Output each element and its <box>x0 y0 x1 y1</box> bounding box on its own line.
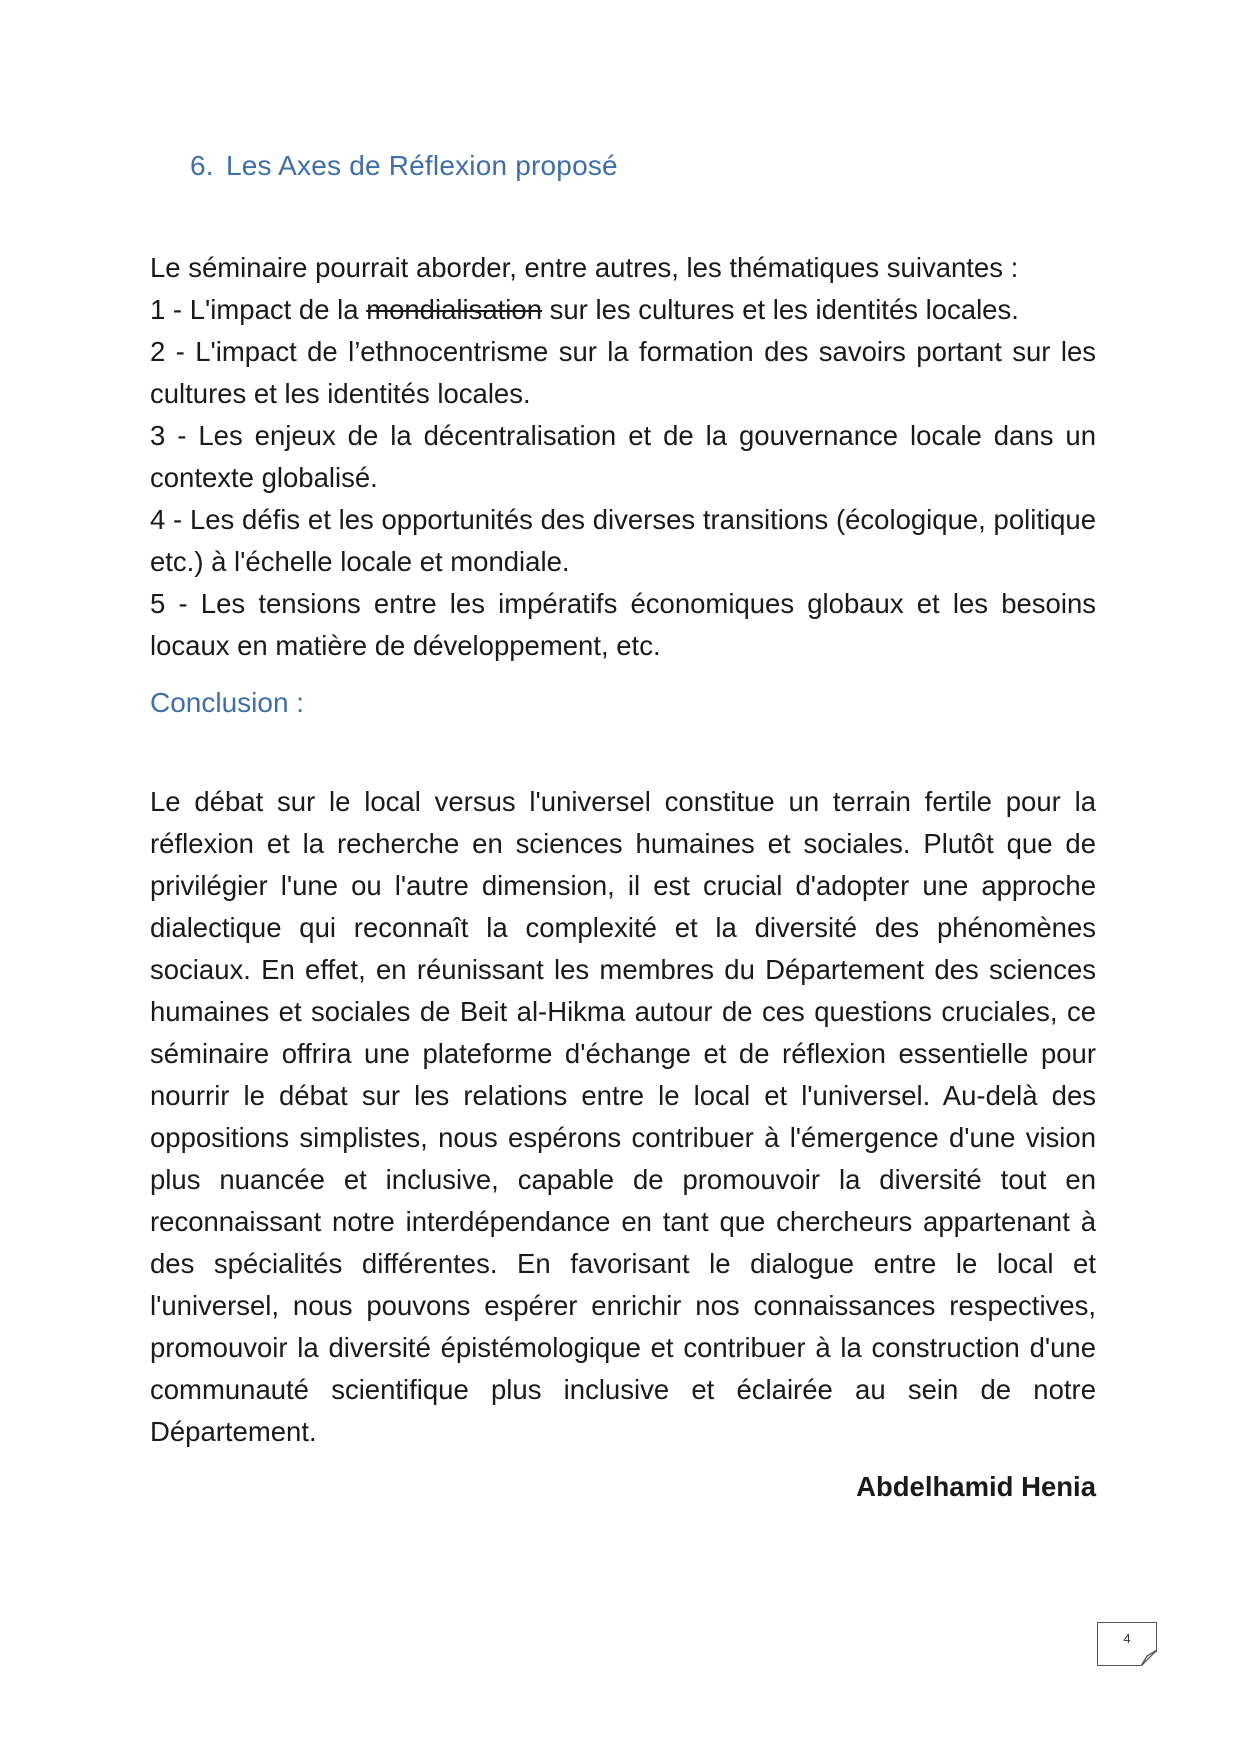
author-signature: Abdelhamid Henia <box>856 1471 1096 1502</box>
conclusion-paragraph: Le débat sur le local versus l'universel constitue un terrain fertile pour la réflexion et la recherche en sciences humaines et sociales. Plutôt que de privilégier l'une ou l'autre dimension, il est crucial d'adopter une approche dialectique qui reconnaît la complexité et la diversité des phénomènes sociaux. En effet, en réunissant les membres du Département des sciences humaines et sociales de Beit al-Hikma autour de ces questions cruciales, ce séminaire offrira une plateforme d'échange et de réflexion essentielle pour nourrir le débat sur les relations entre le local et l'universel. Au-delà des oppositions simplistes, nous espérons contribuer à l'émergence d'une vision plus nuancée et inclusive, capable de promouvoir la diversité tout en reconnaissant notre interdépendance en tant que chercheurs appartenant à des spécialités différentes. En favorisant le dialogue entre le local et l'universel, nous pouvons espérer enrichir nos connaissances respectives, promouvoir la diversité épistémologique et contribuer à la construction d'une communauté scientifique plus inclusive et éclairée au sein de notre Département. <box>150 786 1096 1447</box>
conclusion-heading: Conclusion : <box>150 687 305 718</box>
theme-1-suffix: sur les cultures et les identités locales. <box>541 294 1019 325</box>
section-title: Les Axes de Réflexion proposé <box>226 150 618 181</box>
list-item: 2 - L'impact de l’ethnocentrisme sur la formation des savoirs portant sur les cultures et les identités locales. <box>150 336 1096 409</box>
list-item: 5 - Les tensions entre les impératifs économiques globaux et les besoins locaux en matière de développement, etc. <box>150 588 1096 661</box>
theme-1-prefix: 1 - L'impact de la <box>150 294 367 325</box>
themes-lead: Le séminaire pourrait aborder, entre autres, les thématiques suivantes : <box>150 252 1019 283</box>
list-item: 3 - Les enjeux de la décentralisation et de la gouvernance locale dans un contexte globalisé. <box>150 420 1096 493</box>
themes-block <box>150 247 1096 667</box>
list-item: 4 - Les défis et les opportunités des diverses transitions (écologique, politique etc.) à l'échelle locale et mondiale. <box>150 504 1096 577</box>
struck-word: mondialisation <box>366 294 542 325</box>
themes-list <box>150 289 1096 667</box>
list-item <box>150 289 1096 331</box>
section-number: 6. <box>190 150 214 181</box>
page-number: 4 <box>1123 1631 1131 1646</box>
folded-corner-icon <box>1141 1650 1157 1666</box>
section-heading <box>190 150 618 182</box>
page-number-box <box>1097 1622 1157 1666</box>
